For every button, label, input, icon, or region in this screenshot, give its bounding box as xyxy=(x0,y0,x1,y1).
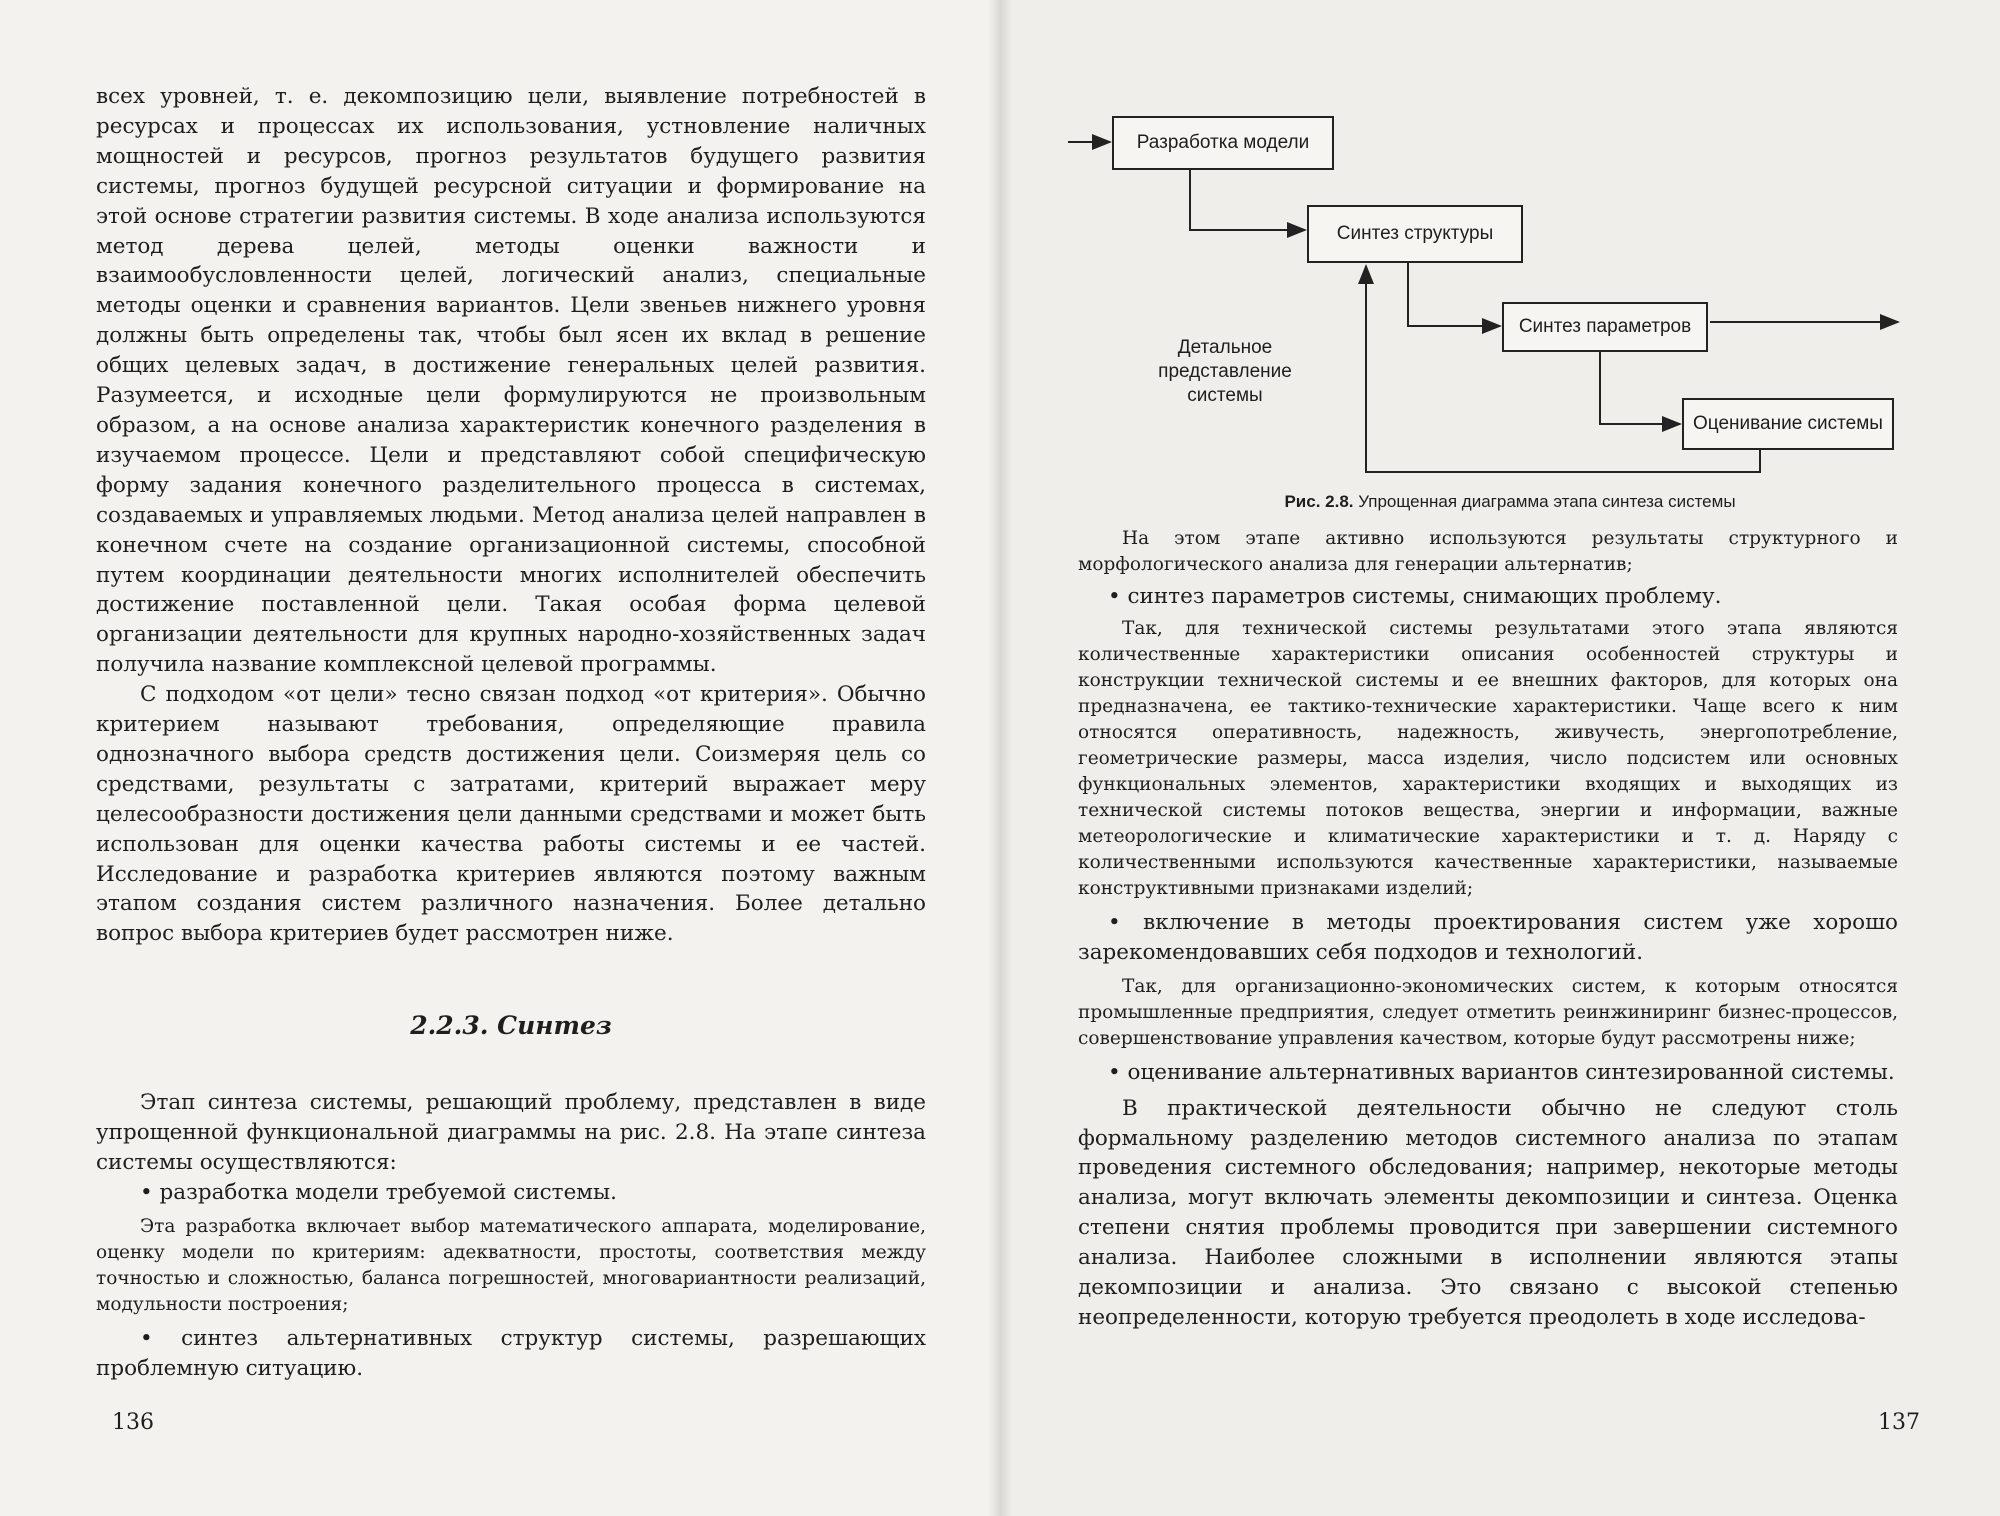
small-paragraph: Эта разработка включает выбор математического аппарата, моделирование, оценку модели по критериям: адекватности, простоты, соответствия между точностью и сложностью, баланса погрешностей, многовариантности реализаций, модульности построения; xyxy=(96,1215,926,1315)
caption-text: Упрощенная диаграмма этапа синтеза системы xyxy=(1358,492,1736,511)
small-paragraph: Так, для технической системы результатами этого этапа являются количественные характеристики описания особенностей структуры и конструкции технической системы и ее внешних факторов, для которых она предназначена, ее тактико-технические характеристики. Чаще всего к ним относятся оперативность, надежность, живучесть, энергопотребление, геометрические размеры, масса изделия, число подсистем или основных функциональных элементов, характеристики входящих и выходящих из технической системы потоков вещества, энергии и информации, важные метеорологические и климатические характеристики и т. д. Наряду с количественными используются качественные характеристики, называемые конструктивными признаками изделий; xyxy=(1078,617,1898,899)
page-number: 136 xyxy=(112,1410,154,1435)
left-text-column xyxy=(96,82,926,1384)
diagram-box-structure: Синтез структуры xyxy=(1307,205,1523,263)
small-paragraph: На этом этапе активно используются результаты структурного и морфологического анализа для генерации альтернатив; xyxy=(1078,528,1898,575)
diagram-box-parameters: Синтез параметров xyxy=(1502,302,1708,352)
section-title: 2.2.3. Синтез xyxy=(410,1011,612,1041)
bullet-item: • синтез параметров системы, снимающих проблему. xyxy=(1108,584,1722,609)
figure-caption xyxy=(1080,492,1940,512)
page-number: 137 xyxy=(1878,1410,1920,1435)
book-spine-shadow xyxy=(988,0,1012,1516)
paragraph: всех уровней, т. е. декомпозицию цели, выявление потребностей в ресурсах и процессах их использования, устновление наличных мощностей и ресурсов, прогноз результатов будущего развития системы, прогноз будущей ресурсной ситуации и формирование на этой основе стратегии развития системы. В ходе анализа используются метод дерева целей, методы оценки важности и взаимообусловленности целей, логический анализ, специальные методы оценки и сравнения вариантов. Цели звеньев нижнего уровня должны быть определены так, чтобы был ясен их вклад в решение общих целевых задач, в достижение генеральных целей развития. Разумеется, и исходные цели формулируются не произвольным образом, а на основе анализа характеристик конечного разделения в изучаемом процессе. Цели и представляют собой специфическую форму задания конечного разделительного процесса в системах, создаваемых и управляемых людьми. Метод анализа целей направлен в конечном счете на создание организационной системы, способной путем координации деятельности многих исполнителей обеспечить достижение поставленной цели. Такая особая форма целевой организации деятельности для крупных народно-хозяйственных задач получила название комплексной целевой программы. xyxy=(96,84,926,678)
diagram-side-label: Детальное представление системы xyxy=(1158,337,1292,406)
paragraph: Этап синтеза системы, решающий проблему, представлен в виде упрощенной функциональной диаграммы на рис. 2.8. На этапе синтеза системы осуществляются: xyxy=(96,1090,926,1176)
caption-prefix: Рис. 2.8. xyxy=(1284,492,1354,511)
bullet-item: • разработка модели требуемой системы. xyxy=(140,1180,617,1205)
paragraph: В практической деятельности обычно не следуют столь формальному разделению методов системного анализа по этапам проведения системного обследования; например, некоторые методы анализа, могут включать элементы декомпозиции и синтеза. Оценка степени снятия проблемы проводится при завершении системного анализа. Наиболее сложными в исполнении являются этапы декомпозиции и анализа. Это связано с высокой степенью неопределенности, которую требуется преодолеть в ходе исследова- xyxy=(1078,1095,1898,1330)
small-paragraph: Так, для организационно-экономических систем, к которым относятся промышленные предприятия, следует отметить реинжиниринг бизнес-процессов, совершенствование управления качеством, которые будут рассмотрены ниже; xyxy=(1078,975,1898,1049)
bullet-item: • оценивание альтернативных вариантов синтезированной системы. xyxy=(1108,1059,1895,1085)
paragraph: С подходом «от цели» тесно связан подход «от критерия». Обычно критерием называют требования, определяющие правила однозначного выбора средств достижения цели. Соизмеряя цель со средствами, результаты с затратами, критерий выражает меру целесообразности достижения цели данными средствами и может быть использован для оценки качества работы системы и ее частей. Исследование и разработка критериев являются поэтому важным этапом создания систем различного назначения. Более детально вопрос выбора критериев будет рассмотрен ниже. xyxy=(96,682,926,947)
diagram-box-model: Разработка модели xyxy=(1112,116,1334,170)
right-text-column xyxy=(1078,526,1898,1333)
diagram-box-evaluation: Оценивание системы xyxy=(1682,398,1894,450)
bullet-item: • включение в методы проектирования систем уже хорошо зарекомендовавших себя подходов и технологий. xyxy=(1078,909,1898,965)
bullet-item: • синтез альтернативных структур системы, разрешающих проблемную ситуацию. xyxy=(96,1325,926,1381)
